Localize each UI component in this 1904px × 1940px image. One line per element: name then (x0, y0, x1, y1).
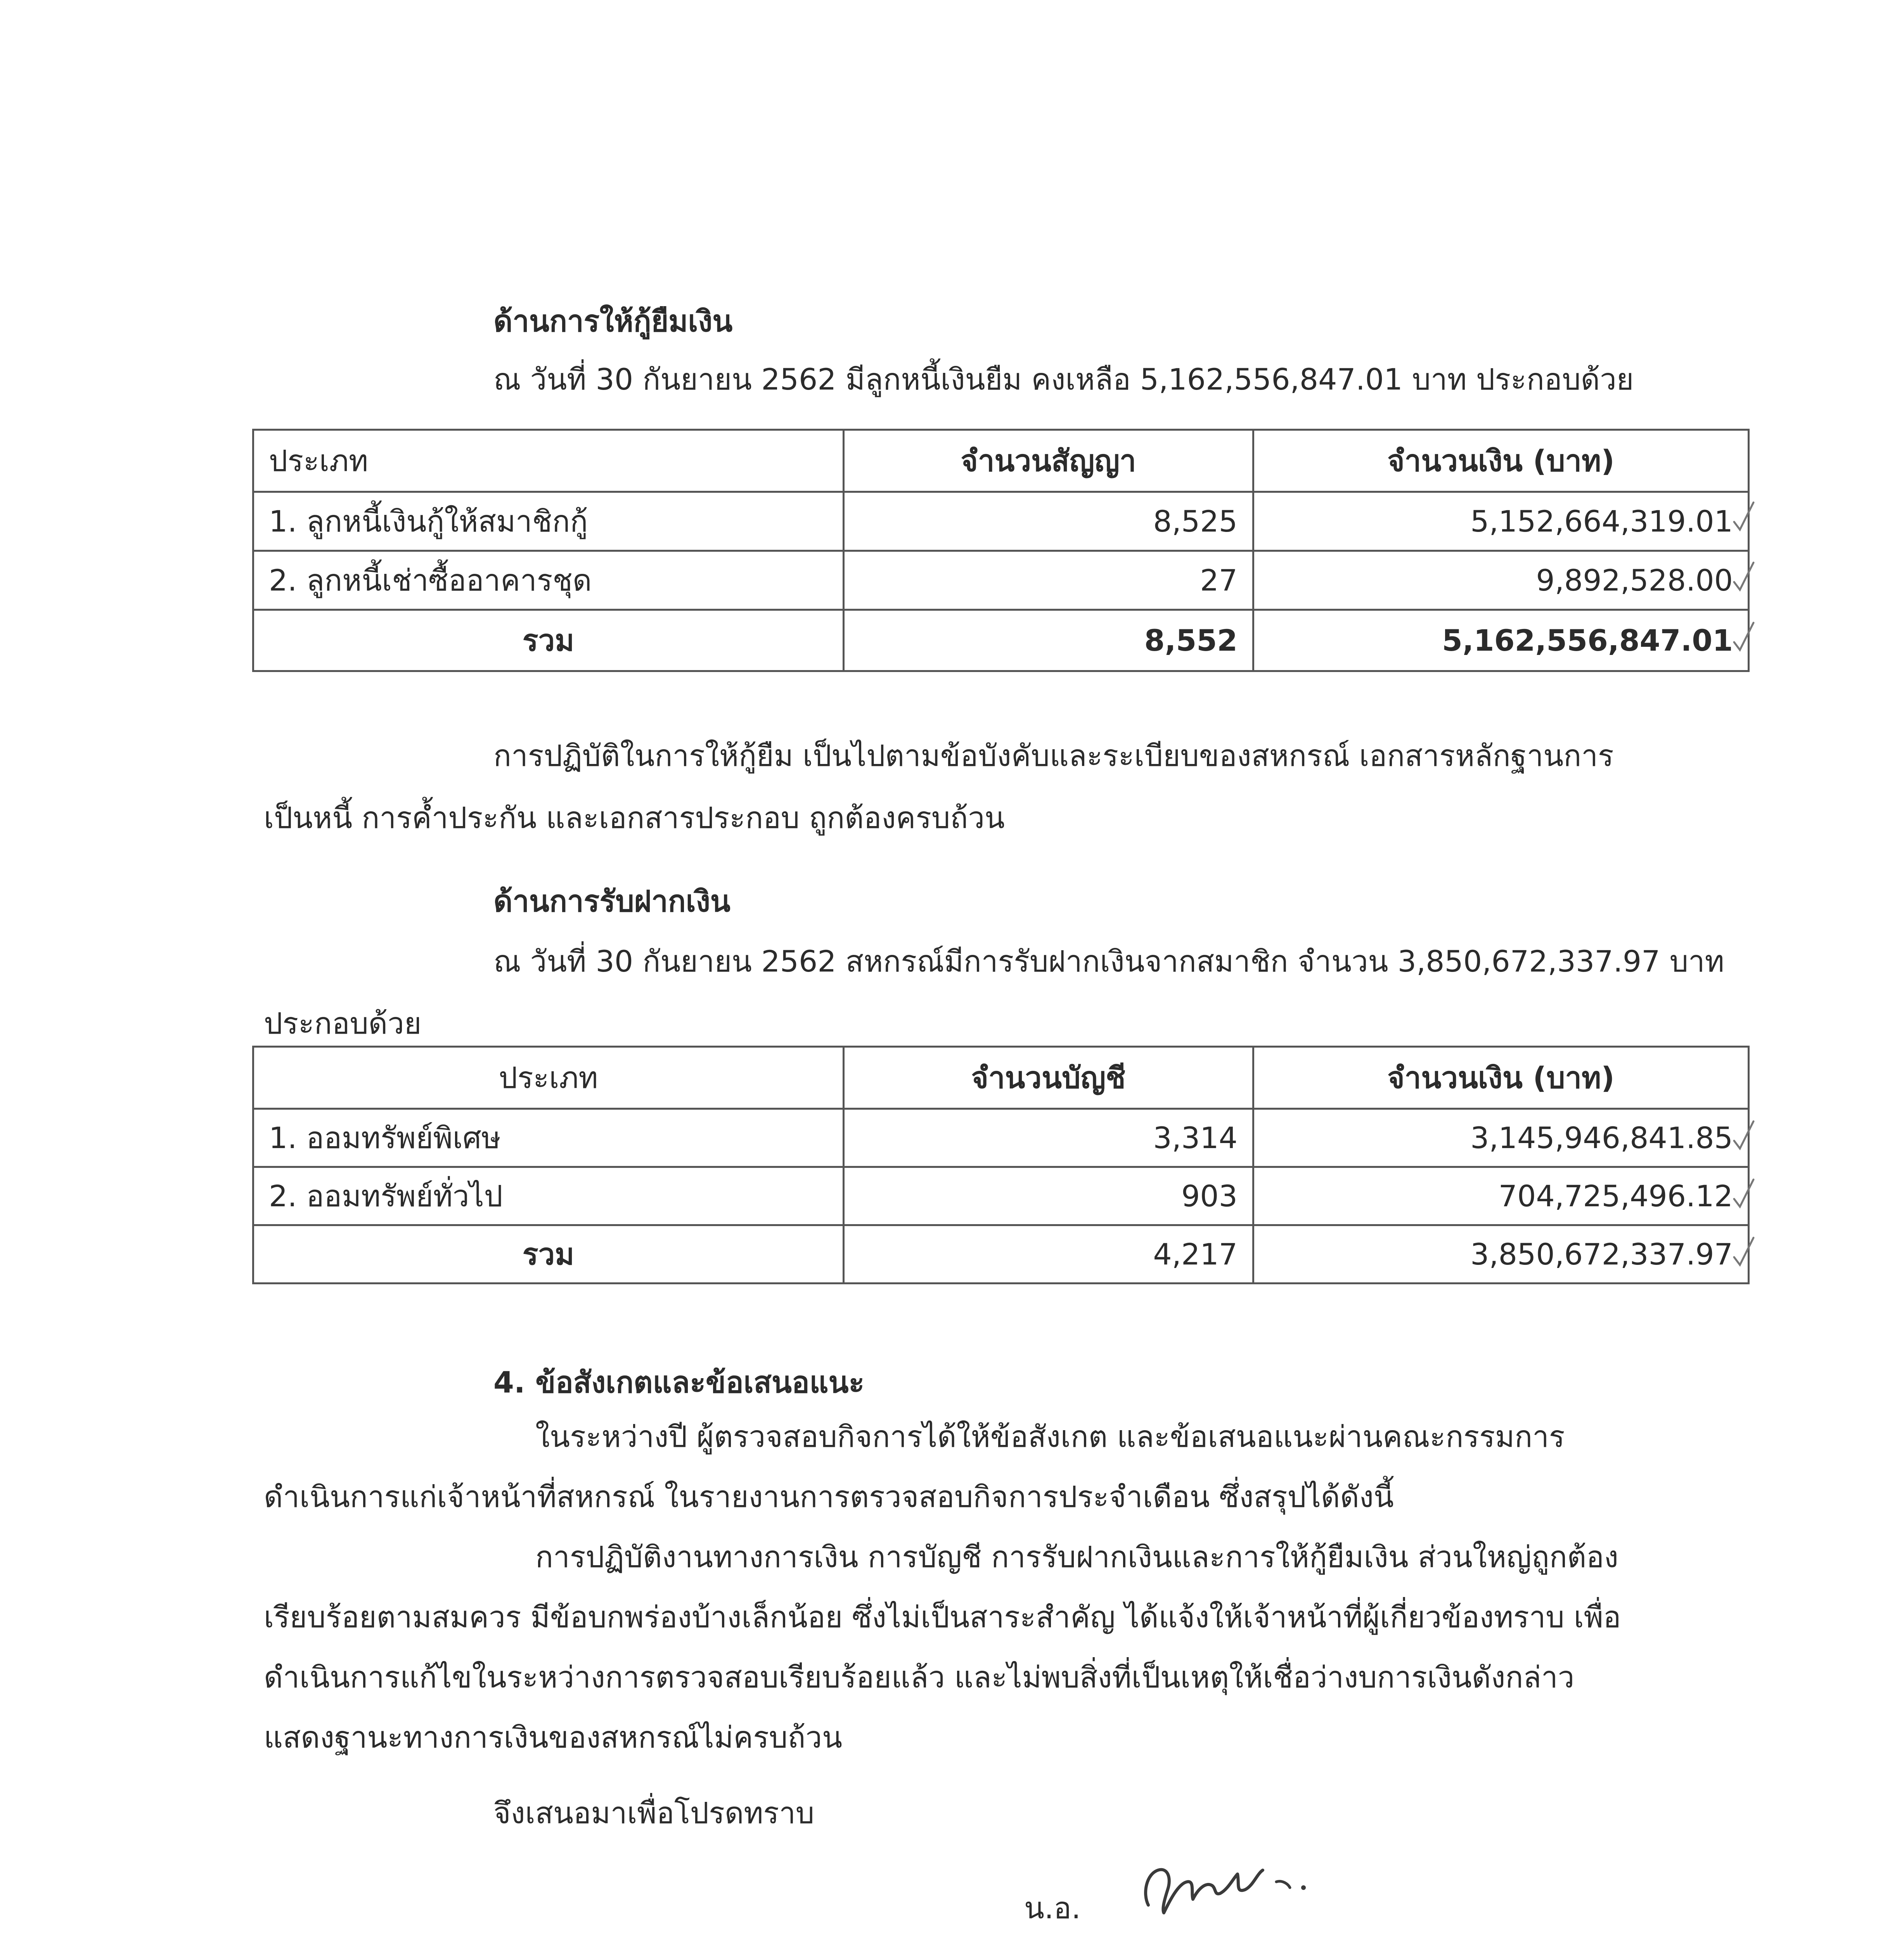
column-header-count: จำนวนบัญชี (844, 1047, 1253, 1109)
total-label: รวม (253, 610, 844, 671)
loans-compliance-line1: การปฏิบัติในการให้กู้ยืม เป็นไปตามข้อบังคับและระเบียบของสหกรณ์ เอกสารหลักฐานการ (493, 738, 1614, 773)
check-mark-icon (1730, 619, 1757, 654)
row-type: 2. ลูกหนี้เช่าซื้ออาคารชุด (253, 551, 844, 610)
column-header-type: ประเภท (253, 1047, 844, 1109)
deposits-intro-line2: ประกอบด้วย (264, 1006, 422, 1041)
observations-heading: 4. ข้อสังเกตและข้อเสนอแนะ (493, 1365, 865, 1400)
loans-compliance-line2: เป็นหนี้ การค้ำประกัน และเอกสารประกอบ ถูกต้องครบถ้วน (264, 800, 1005, 835)
observations-p1-line1: ในระหว่างปี ผู้ตรวจสอบกิจการได้ให้ข้อสังเกต และข้อเสนอแนะผ่านคณะกรรมการ (535, 1419, 1565, 1454)
row-amount: 3,145,946,841.85 (1253, 1109, 1749, 1167)
table-total-row (253, 1225, 1749, 1284)
loans-intro: ณ วันที่ 30 กันยายน 2562 มีลูกหนี้เงินยืม คงเหลือ 5,162,556,847.01 บาท ประกอบด้วย (493, 362, 1634, 397)
row-count: 8,525 (844, 492, 1253, 551)
row-amount: 9,892,528.00 (1253, 551, 1749, 610)
total-label: รวม (253, 1225, 844, 1284)
check-mark-icon (1730, 499, 1757, 534)
table-row (253, 492, 1749, 551)
total-count: 4,217 (844, 1225, 1253, 1284)
table-row (253, 1109, 1749, 1167)
row-type: 1. ออมทรัพย์พิเศษ (253, 1109, 844, 1167)
table-header-row (253, 430, 1749, 492)
loans-heading: ด้านการให้กู้ยืมเงิน (493, 304, 733, 338)
column-header-count: จำนวนสัญญา (844, 430, 1253, 492)
column-header-type: ประเภท (253, 430, 844, 492)
total-amount: 5,162,556,847.01 (1253, 610, 1749, 671)
table-total-row (253, 610, 1749, 671)
check-mark-icon (1730, 1176, 1757, 1211)
observations-p2-line2: เรียบร้อยตามสมควร มีข้อบกพร่องบ้างเล็กน้อย ซึ่งไม่เป็นสาระสำคัญ ได้แจ้งให้เจ้าหน้าที่ผู้เกี่ยวข้องทราบ เพื่อ (264, 1600, 1621, 1634)
deposits-heading: ด้านการรับฝากเงิน (493, 884, 730, 918)
row-type: 1. ลูกหนี้เงินกู้ให้สมาชิกกู้ (253, 492, 844, 551)
observations-p1-line2: ดำเนินการแก่เจ้าหน้าที่สหกรณ์ ในรายงานการตรวจสอบกิจการประจำเดือน ซึ่งสรุปได้ดังนี้ (264, 1479, 1394, 1514)
row-count: 3,314 (844, 1109, 1253, 1167)
deposits-table (252, 1046, 1750, 1284)
check-mark-icon (1730, 559, 1757, 594)
observations-p2-line1: การปฏิบัติงานทางการเงิน การบัญชี การรับฝากเงินและการให้กู้ยืมเงิน ส่วนใหญ่ถูกต้อง (535, 1540, 1618, 1574)
handwritten-signature (1141, 1847, 1342, 1924)
closing-line: จึงเสนอมาเพื่อโปรดทราบ (493, 1796, 815, 1830)
observations-p2-line4: แสดงฐานะทางการเงินของสหกรณ์ไม่ครบถ้วน (264, 1720, 843, 1755)
table-row (253, 551, 1749, 610)
row-amount: 5,152,664,319.01 (1253, 492, 1749, 551)
deposits-intro-line1: ณ วันที่ 30 กันยายน 2562 สหกรณ์มีการรับฝากเงินจากสมาชิก จำนวน 3,850,672,337.97 บาท (493, 944, 1724, 979)
table-header-row (253, 1047, 1749, 1109)
total-count: 8,552 (844, 610, 1253, 671)
loans-table (252, 429, 1750, 672)
row-amount: 704,725,496.12 (1253, 1167, 1749, 1225)
check-mark-icon (1730, 1234, 1757, 1269)
row-type: 2. ออมทรัพย์ทั่วไป (253, 1167, 844, 1225)
check-mark-icon (1730, 1117, 1757, 1152)
column-header-amount: จำนวนเงิน (บาท) (1253, 430, 1749, 492)
row-count: 27 (844, 551, 1253, 610)
observations-p2-line3: ดำเนินการแก้ไขในระหว่างการตรวจสอบเรียบร้อยแล้ว และไม่พบสิ่งที่เป็นเหตุให้เชื่อว่างบการเงินดังกล่าว (264, 1660, 1575, 1694)
signature-prefix: น.อ. (1024, 1891, 1081, 1925)
column-header-amount: จำนวนเงิน (บาท) (1253, 1047, 1749, 1109)
table-row (253, 1167, 1749, 1225)
total-amount: 3,850,672,337.97 (1253, 1225, 1749, 1284)
row-count: 903 (844, 1167, 1253, 1225)
